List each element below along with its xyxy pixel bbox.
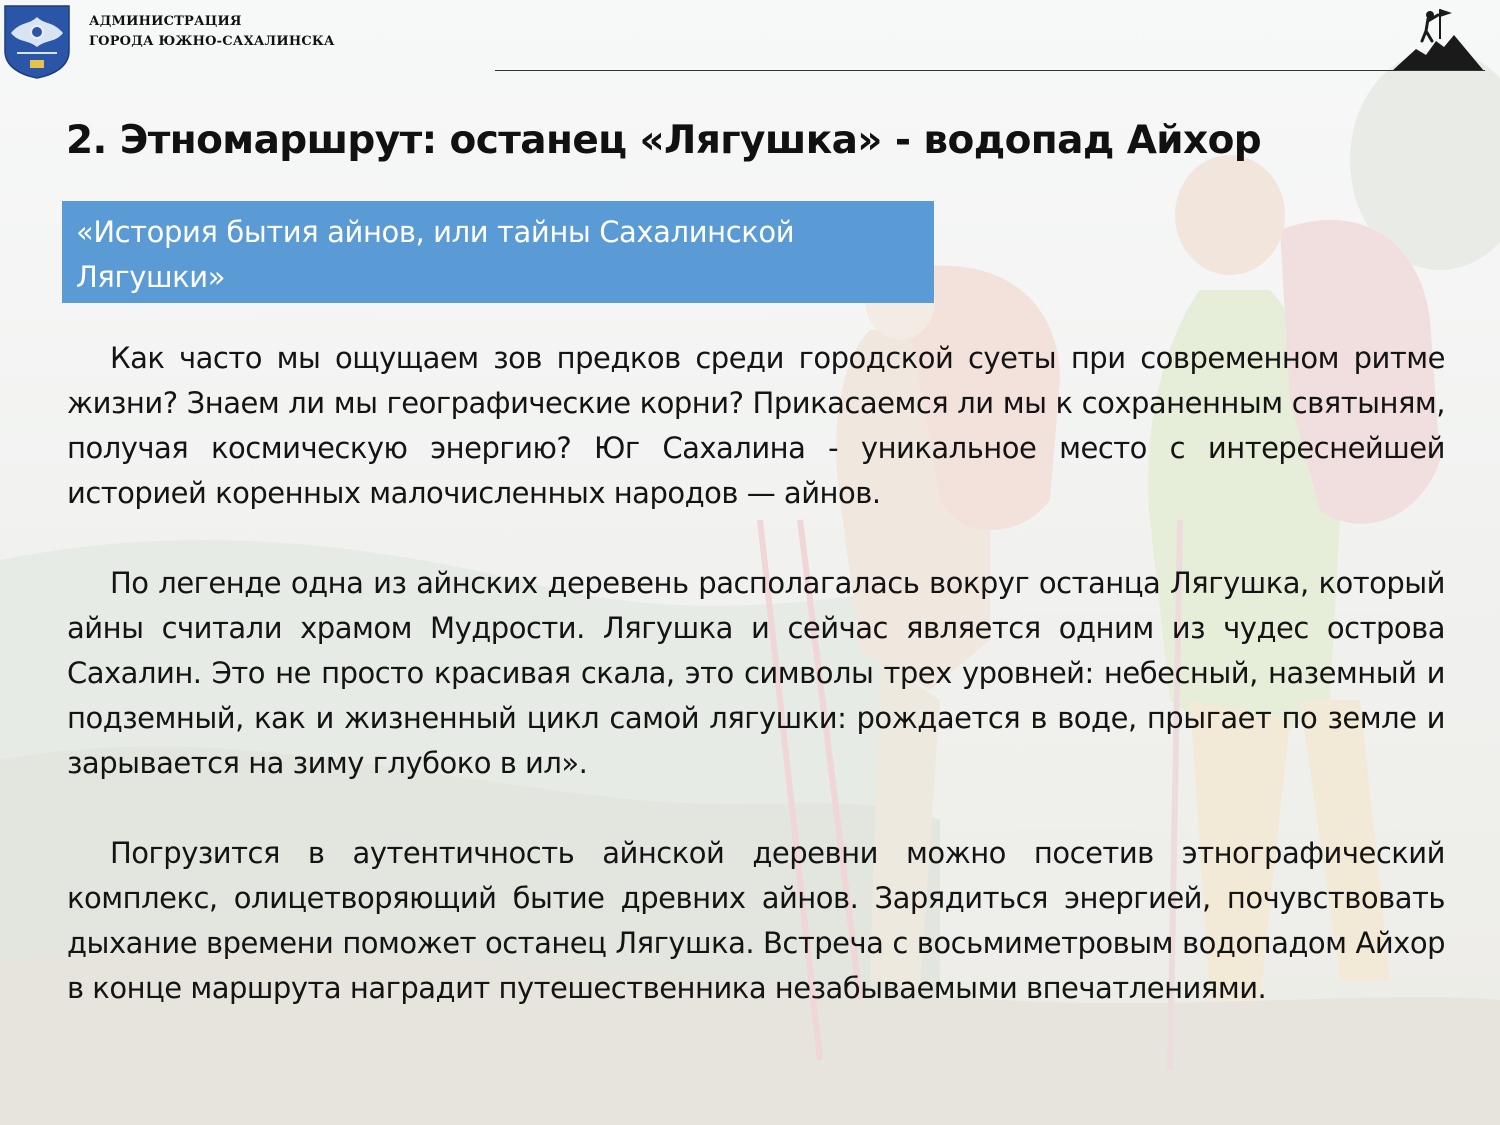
body-paragraph-3: Погрузится в аутентичность айнской деревни можно посетив этнографический комплекс, олицетворяющий бытие древних айнов. Зарядиться энергией, почувствовать дыхание времени поможет останец Лягушка. Встреча с восьмиметровым водопадом Айхор в конце маршрута наградит путешественника незабываемыми впечатлениями. bbox=[67, 836, 1445, 1005]
organization-name-line2: ГОРОДА ЮЖНО-САХАЛИНСКА bbox=[89, 34, 335, 49]
header-divider bbox=[495, 70, 1485, 71]
subtitle-banner bbox=[62, 201, 934, 303]
slide-title: 2. Этномаршрут: останец «Лягушка» - водопад Айхор bbox=[66, 118, 1262, 163]
body-paragraph-2: По легенде одна из айнских деревень располагалась вокруг останца Лягушка, который айны считали храмом Мудрости. Лягушка и сейчас является одним из чудес острова Сахалин. Это не просто красивая скала, это символы трех уровней: небесный, наземный и подземный, как и жизненный цикл самой лягушки: рождается в воде, прыгает по земле и зарывается на зиму глубоко в ил». bbox=[67, 566, 1445, 780]
organization-name-line1: АДМИНИСТРАЦИЯ bbox=[89, 14, 242, 29]
mountain-hiker-icon bbox=[1392, 5, 1484, 73]
subtitle-text: «История бытия айнов, или тайны Сахалинской Лягушки» bbox=[76, 215, 795, 294]
coat-of-arms-icon bbox=[3, 3, 71, 79]
organization-name bbox=[89, 12, 335, 52]
body-paragraph-1: Как часто мы ощущаем зов предков среди городской суеты при современном ритме жизни? Знаем ли мы географические корни? Прикасаемся ли мы к сохраненным святыням, получая космическую энергию? Юг Сахалина - уникальное место с интереснейшей историей коренных малочисленных народов — айнов. bbox=[67, 341, 1445, 510]
